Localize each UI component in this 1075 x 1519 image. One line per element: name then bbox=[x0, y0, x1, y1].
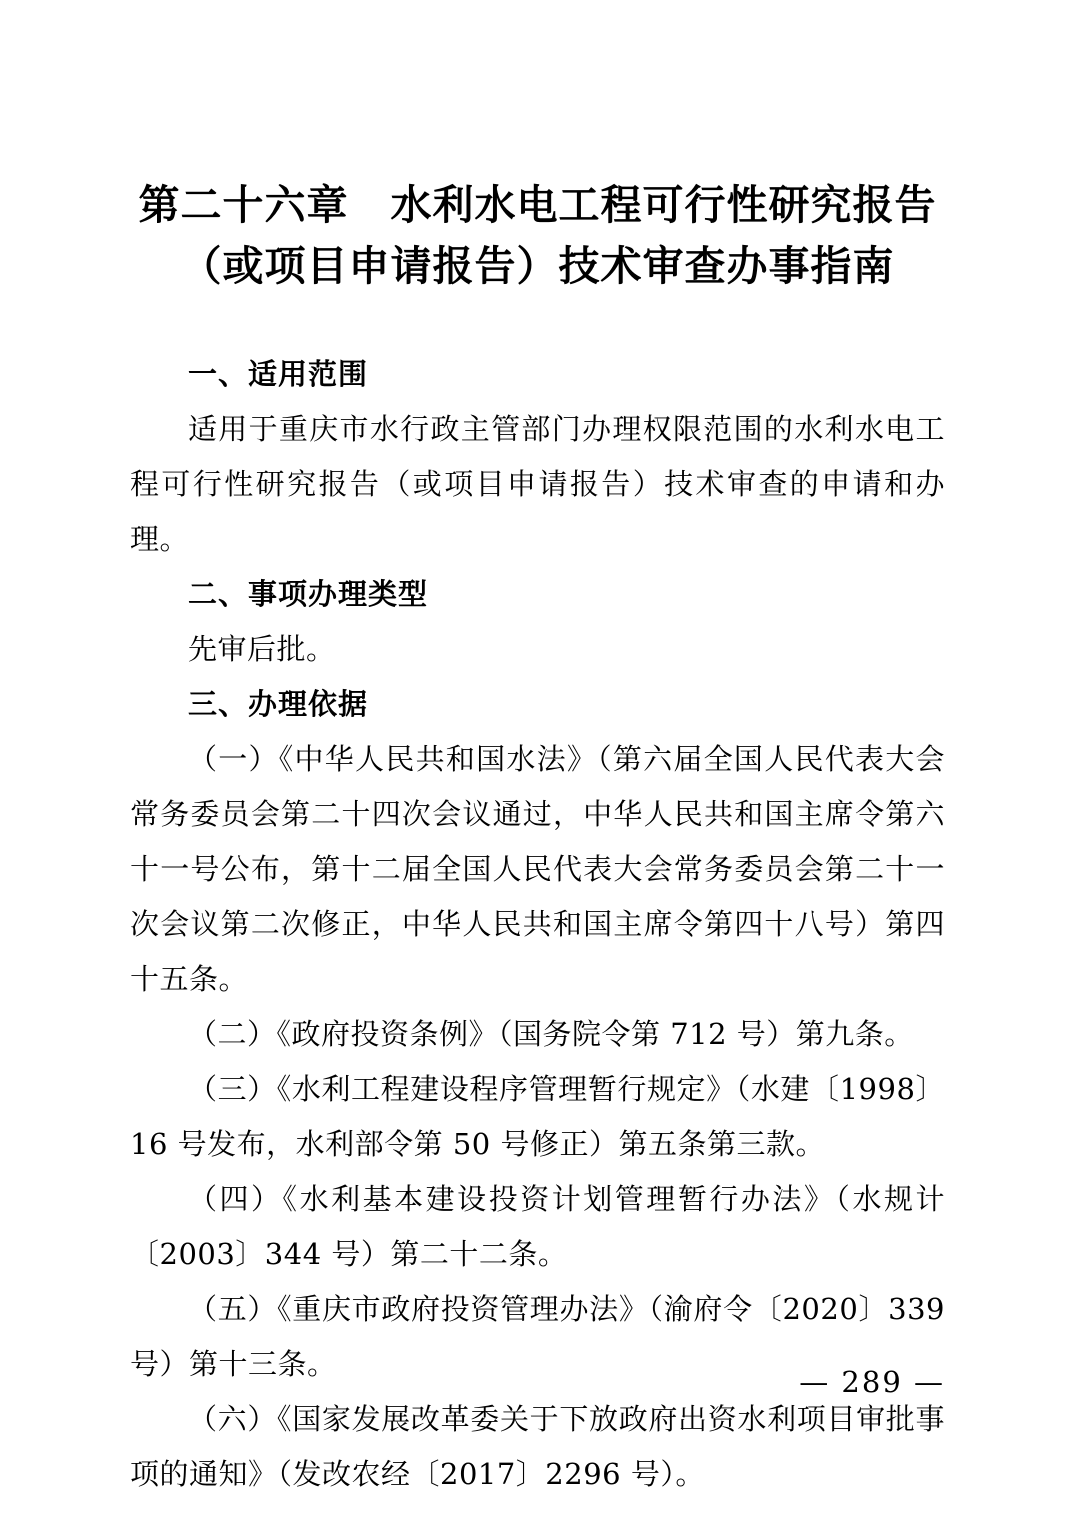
chapter-title bbox=[70, 175, 1005, 297]
section-heading-legal-basis: 三、办理依据 bbox=[188, 687, 369, 721]
paragraph-basis-item-3: （三）《水利工程建设程序管理暂行规定》（水建〔1998〕16 号发布，水利部令第 50 号修正）第五条第三款。 bbox=[130, 1072, 945, 1161]
paragraph-scope: 适用于重庆市水行政主管部门办理权限范围的水利水电工程可行性研究报告（或项目申请报告）技术审查的申请和办理。 bbox=[130, 412, 945, 556]
chapter-title-line2: （或项目申请报告）技术审查办事指南 bbox=[180, 242, 895, 290]
paragraph-handling-type: 先审后批。 bbox=[188, 632, 336, 666]
paragraph-basis-item-6: （六）《国家发展改革委关于下放政府出资水利项目审批事项的通知》（发改农经〔2017〕2296 号）。 bbox=[130, 1402, 945, 1491]
page-number: — 289 — bbox=[799, 1365, 945, 1399]
section-heading-scope: 一、适用范围 bbox=[188, 357, 369, 391]
paragraph-basis-item-4: （四）《水利基本建设投资计划管理暂行办法》（水规计〔2003〕344 号）第二十二条。 bbox=[130, 1182, 945, 1271]
section-heading-handling-type: 二、事项办理类型 bbox=[188, 577, 429, 611]
paragraph-basis-item-1: （一）《中华人民共和国水法》（第六届全国人民代表大会常务委员会第二十四次会议通过，中华人民共和国主席令第六十一号公布，第十二届全国人民代表大会常务委员会第二十一次会议第二次修正，中华人民共和国主席令第四十八号）第四十五条。 bbox=[130, 742, 945, 996]
document-body bbox=[130, 347, 945, 1502]
paragraph-basis-item-2: （二）《政府投资条例》（国务院令第 712 号）第九条。 bbox=[188, 1017, 914, 1051]
paragraph-basis-item-5: （五）《重庆市政府投资管理办法》（渝府令〔2020〕339 号）第十三条。 bbox=[130, 1292, 945, 1381]
chapter-title-line1: 第二十六章 水利水电工程可行性研究报告 bbox=[138, 181, 937, 229]
